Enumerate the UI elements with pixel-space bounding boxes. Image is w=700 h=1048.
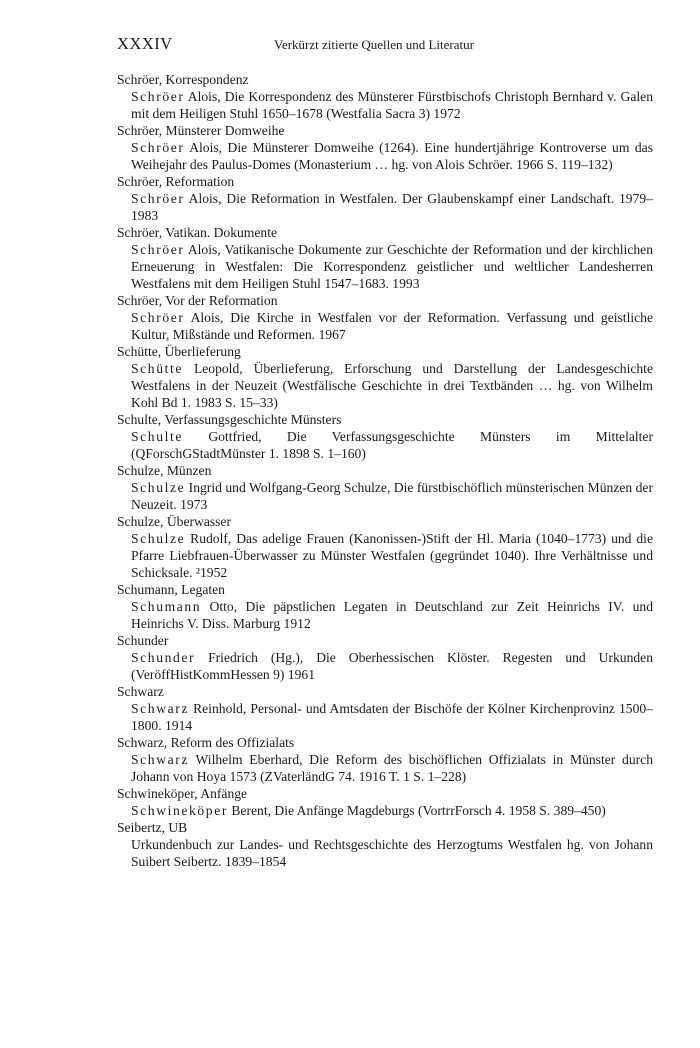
entry-author: Schulze (131, 480, 186, 495)
bibliography-entry (117, 71, 653, 122)
entry-short-title: Schröer, Korrespondenz (117, 72, 249, 87)
entry-text: Gottfried, Die Verfassungsgeschichte Münsters im Mittelalter (QForschGStadtMünster 1. 1898 S. 1–160) (131, 429, 653, 461)
entry-text: Alois, Vatikanische Dokumente zur Geschichte der Reformation und der kirchlichen Erneuerung in Westfalen: Die Korrespondenz geistlicher und weltlicher Landesherren Westfalens mit dem Heiligen Stuhl 1547–1683. 1993 (131, 242, 653, 291)
entry-citation (117, 241, 653, 292)
entry-author: Schütte (131, 361, 183, 376)
entry-short-title: Schulte, Verfassungsgeschichte Münsters (117, 412, 342, 427)
bibliography-entry (117, 513, 653, 581)
entry-short-title: Schwarz (117, 684, 164, 699)
entry-text: Wilhelm Eberhard, Die Reform des bischöflichen Offizialats in Münster durch Johann von Hoya 1573 (ZVaterländG 74. 1916 T. 1 S. 1–228) (131, 752, 653, 784)
bibliography-entry (117, 581, 653, 632)
entry-short-title: Schulze, Münzen (117, 463, 212, 478)
entry-author: Schumann (131, 599, 202, 614)
bibliography-entry (117, 819, 653, 870)
entry-citation (117, 139, 653, 173)
entry-short-title: Schulze, Überwasser (117, 514, 231, 529)
bibliography-entry (117, 173, 653, 224)
entry-text: Alois, Die Reformation in Westfalen. Der Glaubenskampf einer Landschaft. 1979–1983 (131, 191, 653, 223)
entry-short-title: Schröer, Vor der Reformation (117, 293, 278, 308)
entry-author: Schröer (131, 140, 185, 155)
entry-citation (117, 530, 653, 581)
entry-short-title: Schwineköper, Anfänge (117, 786, 248, 801)
bibliography-entry (117, 734, 653, 785)
entry-short-title: Schröer, Reformation (117, 174, 235, 189)
entry-short-title: Schütte, Überlieferung (117, 344, 241, 359)
entry-author: Schwarz (131, 701, 190, 716)
entry-citation (117, 598, 653, 632)
entry-text: Ingrid und Wolfgang-Georg Schulze, Die fürstbischöflich münsterischen Münzen der Neuzeit. 1973 (131, 480, 653, 512)
entry-citation (117, 836, 653, 870)
entry-citation (117, 88, 653, 122)
entry-citation (117, 428, 653, 462)
entry-text: Friedrich (Hg.), Die Oberhessischen Klöster. Regesten und Urkunden (VeröffHistKommHessen 9) 1961 (131, 650, 653, 682)
entry-text: Urkundenbuch zur Landes- und Rechtsgeschichte des Herzogtums Westfalen hg. von Johann Suibert Seibertz. 1839–1854 (131, 837, 653, 869)
entry-text: Alois, Die Korrespondenz des Münsterer Fürstbischofs Christoph Bernhard v. Galen mit dem Heiligen Stuhl 1650–1678 (Westfalia Sacra 3) 1972 (131, 89, 653, 121)
entry-author: Schwineköper (131, 803, 228, 818)
bibliography-entry (117, 462, 653, 513)
bibliography-entry (117, 343, 653, 411)
page-number: XXXIV (117, 34, 173, 53)
entry-citation (117, 190, 653, 224)
entry-short-title: Schumann, Legaten (117, 582, 225, 597)
entry-text: Alois, Die Kirche in Westfalen vor der Reformation. Verfassung und geistliche Kultur, Mißstände und Reformen. 1967 (131, 310, 653, 342)
entry-citation (117, 309, 653, 343)
entry-short-title: Seibertz, UB (117, 820, 188, 835)
entry-citation (117, 700, 653, 734)
entry-text: Berent, Die Anfänge Magdeburgs (VortrrForsch 4. 1958 S. 389–450) (227, 803, 606, 818)
entry-citation (117, 479, 653, 513)
entry-citation (117, 360, 653, 411)
entry-author: Schröer (131, 310, 185, 325)
bibliography-entry (117, 411, 653, 462)
entry-short-title: Schröer, Vatikan. Dokumente (117, 225, 278, 240)
entry-text: Reinhold, Personal- und Amtsdaten der Bischöfe der Kölner Kirchenprovinz 1500–1800. 1914 (131, 701, 653, 733)
bibliography-entry (117, 632, 653, 683)
running-title: Verkürzt zitierte Quellen und Literatur (274, 37, 474, 52)
entry-author: Schwarz (131, 752, 190, 767)
entry-text: Rudolf, Das adelige Frauen (Kanonissen-)Stift der Hl. Maria (1040–1773) und die Pfarre Liebfrauen-Überwasser zu Münster Westfalen (gegründet 1040). Ihre Verhältnisse und Schicksale. ²1952 (131, 531, 653, 580)
page-header (117, 34, 653, 56)
entry-author: Schröer (131, 191, 185, 206)
entry-citation (117, 751, 653, 785)
entry-citation (117, 649, 653, 683)
bibliography-entry (117, 224, 653, 292)
entry-author: Schröer (131, 242, 185, 257)
bibliography-entry (117, 122, 653, 173)
entry-author: Schunder (131, 650, 196, 665)
bibliography-entry (117, 292, 653, 343)
bibliography-list (117, 71, 653, 870)
entry-text: Leopold, Überlieferung, Erforschung und Darstellung der Landesgeschichte Westfalens in der Neuzeit (Westfälische Geschichte in drei Textbänden … hg. von Wilhelm Kohl Bd 1. 1983 S. 15–33) (131, 361, 653, 410)
entry-citation (117, 802, 653, 819)
entry-short-title: Schwarz, Reform des Offizialats (117, 735, 295, 750)
bibliography-entry (117, 785, 653, 819)
entry-short-title: Schunder (117, 633, 169, 648)
entry-text: Alois, Die Münsterer Domweihe (1264). Eine hundertjährige Kontroverse um das Weihejahr des Paulus-Domes (Monasterium … hg. von Alois Schröer. 1966 S. 119–132) (131, 140, 653, 172)
bibliography-entry (117, 683, 653, 734)
entry-short-title: Schröer, Münsterer Domweihe (117, 123, 285, 138)
entry-author: Schulte (131, 429, 183, 444)
entry-author: Schröer (131, 89, 185, 104)
entry-author: Schulze (131, 531, 186, 546)
entry-text: Otto, Die päpstlichen Legaten in Deutschland zur Zeit Heinrichs IV. und Heinrichs V. Diss. Marburg 1912 (131, 599, 653, 631)
